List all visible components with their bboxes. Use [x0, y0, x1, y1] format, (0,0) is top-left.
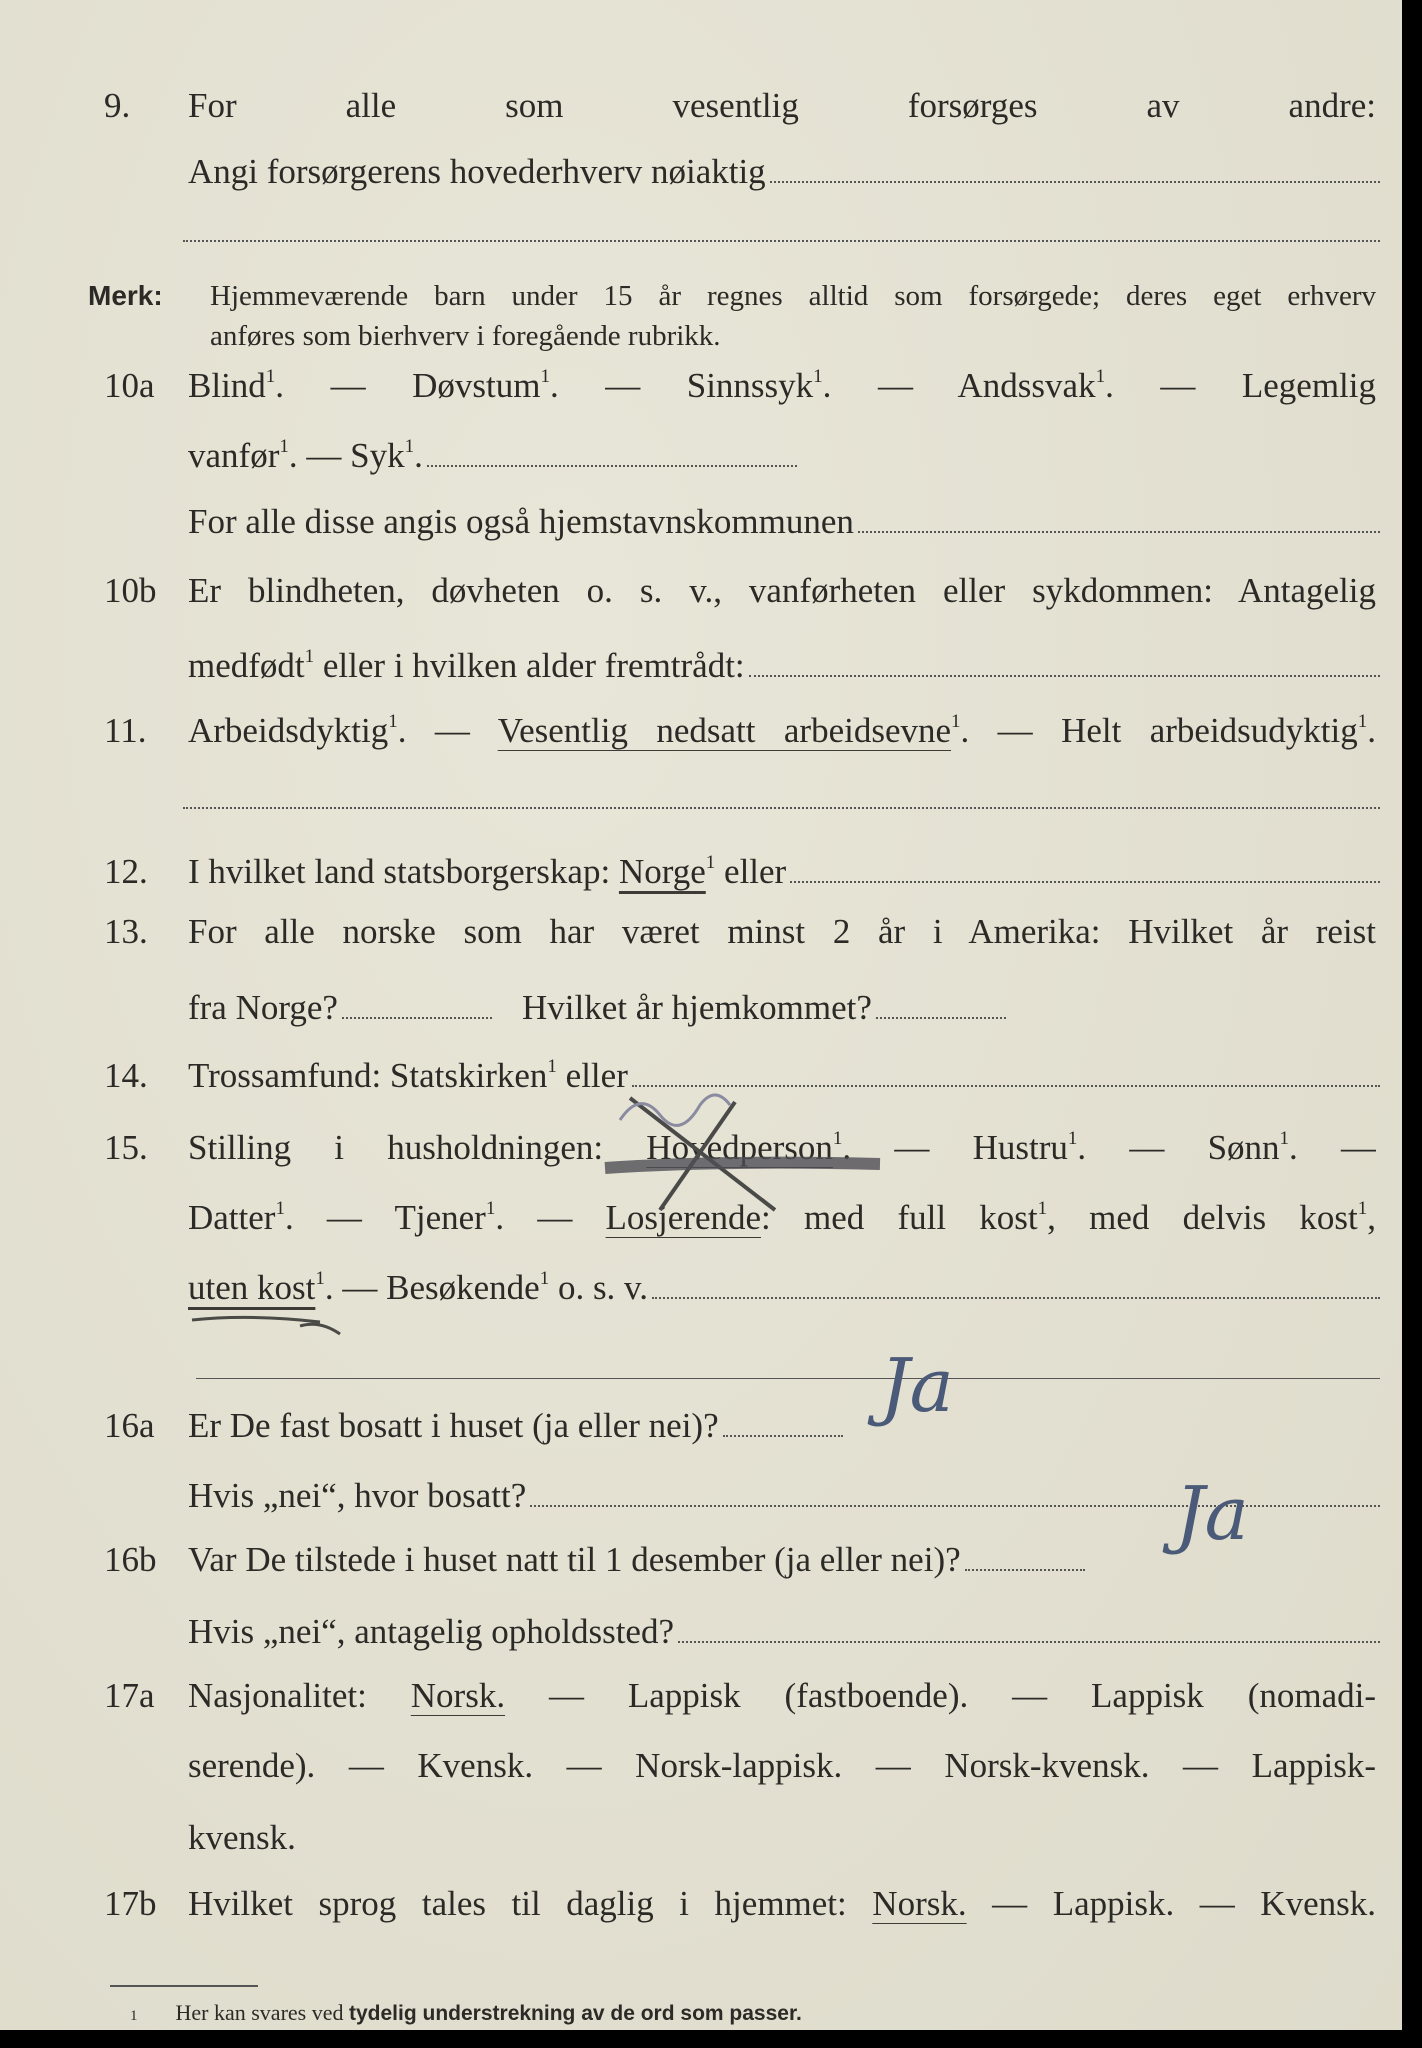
- question-text: eller: [715, 852, 787, 891]
- question-text: — Lappisk (fastboende). — Lappisk (nomadi-: [505, 1676, 1376, 1715]
- dotted-answer-field[interactable]: [678, 1641, 1380, 1643]
- form-line: [0, 705, 1402, 751]
- line-text: [188, 1884, 1376, 1924]
- question-text: . — Sinnssyk: [549, 366, 814, 405]
- footnote: [130, 2000, 802, 2026]
- question-number: 16b: [104, 1540, 157, 1579]
- footnote-bold-text: tydelig understrekning av de ord som passer.: [349, 2002, 802, 2025]
- footnote-ref: 1: [265, 366, 276, 387]
- footnote-ref: 1: [275, 1198, 285, 1219]
- question-text: : med full kost: [761, 1198, 1038, 1237]
- question-text: For alle som vesentlig forsørges av andre:: [188, 86, 1376, 125]
- line-text: [188, 1406, 719, 1446]
- dotted-answer-field[interactable]: [530, 1505, 1380, 1507]
- handwritten-answer: Ja: [880, 1343, 954, 1429]
- question-text: Hvilket år hjemkommet?: [521, 988, 872, 1027]
- footnote-text: Her kan svares ved: [175, 2000, 349, 2025]
- form-line: [0, 1878, 1402, 1924]
- line-text: [188, 502, 854, 542]
- footnote-ref: 1: [539, 1268, 550, 1289]
- merk-label: Merk:: [88, 280, 163, 311]
- question-text: . — Besøkende: [324, 1268, 540, 1307]
- dotted-answer-field[interactable]: [876, 1017, 1006, 1019]
- question-text: Angi forsørgerens hovederhverv nøiaktig: [188, 152, 766, 191]
- question-text: ,: [1367, 1198, 1376, 1237]
- question-text: Hvilket sprog tales til daglig i hjemmet:: [188, 1884, 873, 1923]
- question-text: Datter: [188, 1198, 276, 1237]
- line-text: [188, 912, 1376, 952]
- question-text: . — Helt arbeidsudyktig: [960, 711, 1358, 750]
- footnote-ref: 1: [1357, 1198, 1368, 1219]
- question-text: .: [414, 436, 423, 475]
- form-line: [0, 1670, 1402, 1716]
- form-line: [0, 1740, 1402, 1786]
- question-number: 13.: [104, 912, 148, 951]
- question-number: 12.: [104, 852, 148, 891]
- question-text: Blind: [188, 366, 266, 405]
- dotted-answer-field[interactable]: [183, 240, 1380, 242]
- footnote-mark: 1: [130, 2008, 138, 2024]
- question-text: Arbeidsdyktig: [188, 711, 389, 750]
- dotted-answer-field[interactable]: [196, 1378, 1380, 1379]
- line-text: [188, 1268, 648, 1308]
- form-line: [0, 640, 1402, 686]
- dotted-answer-field[interactable]: [858, 531, 1380, 533]
- footnote-ref: 1: [832, 1128, 843, 1149]
- line-text: [188, 1746, 1376, 1786]
- footnote-ref: 1: [1279, 1128, 1290, 1149]
- question-text: Hjemmeværende barn under 15 år regnes alltid som forsørgede; deres eget erhverv: [210, 280, 1376, 312]
- line-text: [188, 1612, 674, 1652]
- question-number: 17a: [104, 1676, 155, 1715]
- line-text: [188, 1476, 526, 1516]
- question-text: eller i hvilken alder fremtrådt:: [314, 646, 745, 685]
- question-text: . — Døvstum: [275, 366, 541, 405]
- dotted-answer-field[interactable]: [790, 881, 1380, 883]
- form-line: [0, 205, 1402, 251]
- footnote-ref: 1: [540, 366, 550, 387]
- question-number: 11.: [104, 711, 147, 750]
- question-number: 14.: [104, 1056, 148, 1095]
- line-text: [188, 1676, 1376, 1716]
- underlined-answer: Norsk.: [872, 1884, 967, 1923]
- form-line: [0, 565, 1402, 611]
- form-line: [0, 982, 1402, 1028]
- underlined-answer: uten kost: [188, 1268, 316, 1307]
- dotted-answer-field[interactable]: [632, 1085, 1380, 1087]
- dotted-answer-field[interactable]: [342, 1017, 492, 1019]
- dotted-answer-field[interactable]: [749, 675, 1380, 677]
- question-text: Er blindheten, døvheten o. s. v., vanførheten eller sykdommen: Antagelig: [188, 571, 1376, 610]
- question-number: 16a: [104, 1406, 155, 1445]
- question-text: . — Legemlig: [1105, 366, 1376, 405]
- form-line: [0, 430, 1402, 476]
- line-text: [188, 436, 423, 476]
- handwritten-answer: Ja: [1175, 1471, 1249, 1557]
- crossed-out-mark: [600, 1090, 890, 1220]
- underline-stroke: [190, 1312, 370, 1342]
- dotted-answer-field[interactable]: [183, 807, 1380, 809]
- footnote-ref: 1: [1357, 711, 1368, 732]
- question-text: For alle disse angis også hjemstavnskommunen: [188, 502, 854, 541]
- question-text: . — Tjener: [284, 1198, 486, 1237]
- line-text: [188, 1540, 961, 1580]
- question-text: — Lappisk. — Kvensk.: [966, 1884, 1376, 1923]
- question-text: fra Norge?: [188, 988, 338, 1027]
- line-text: [188, 1818, 296, 1858]
- footnote-ref: 1: [279, 436, 289, 457]
- line-text: [188, 711, 1376, 751]
- question-text: Var De tilstede i huset natt til 1 desember (ja eller nei)?: [188, 1540, 961, 1579]
- footnote-ref: 1: [951, 711, 961, 732]
- question-text: , med delvis kost: [1047, 1198, 1358, 1237]
- question-text: kvensk.: [188, 1818, 296, 1857]
- question-text: serende). — Kvensk. — Norsk-lappisk. — Norsk-kvensk. — Lappisk-: [188, 1746, 1376, 1785]
- dotted-answer-field[interactable]: [652, 1297, 1380, 1299]
- question-number: 15.: [104, 1128, 148, 1167]
- underlined-answer: Hovedperson: [646, 1128, 833, 1167]
- footnote-ref: 1: [388, 711, 398, 732]
- question-text: eller: [556, 1056, 628, 1095]
- question-text: . — Hustru: [842, 1128, 1068, 1167]
- dotted-answer-field[interactable]: [770, 181, 1380, 183]
- question-text: . — Syk: [288, 436, 405, 475]
- form-line: [0, 906, 1402, 952]
- question-text: Stilling i husholdningen:: [188, 1128, 647, 1167]
- form-line: [0, 1262, 1402, 1308]
- question-text: Hvis „nei“, hvor bosatt?: [188, 1476, 527, 1515]
- form-line: [0, 1343, 1402, 1446]
- footnote-ref: 1: [1095, 366, 1106, 387]
- footnote-ref: 1: [315, 1268, 325, 1289]
- question-text: .: [1367, 711, 1376, 750]
- question-text: . —: [495, 1198, 606, 1237]
- footnote-ref: 1: [813, 366, 823, 387]
- line-text: [188, 152, 766, 192]
- question-number: 9.: [104, 86, 131, 125]
- question-text: Er De fast bosatt i huset (ja eller nei)?: [188, 1406, 719, 1445]
- question-number: 17b: [104, 1884, 157, 1923]
- question-number: 10b: [104, 571, 157, 610]
- line-text: [522, 988, 872, 1028]
- footnote-ref: 1: [485, 1198, 496, 1219]
- form-line: [0, 310, 1402, 356]
- footnote-ref: 1: [705, 852, 716, 873]
- line-text: [188, 988, 338, 1028]
- dotted-answer-field[interactable]: [965, 1569, 1085, 1571]
- question-text: Hvis „nei“, antagelig opholdssted?: [188, 1612, 674, 1651]
- question-text: . —: [1289, 1128, 1376, 1167]
- underlined-answer: Norsk.: [410, 1676, 506, 1715]
- line-text: [210, 316, 721, 356]
- line-text: [188, 852, 786, 892]
- footnote-ref: 1: [547, 1056, 557, 1077]
- dotted-answer-field[interactable]: [427, 465, 797, 467]
- line-text: [188, 366, 1376, 406]
- question-text: Nasjonalitet:: [188, 1676, 411, 1715]
- form-line: [0, 846, 1402, 892]
- question-text: o. s. v.: [549, 1268, 649, 1307]
- dotted-answer-field[interactable]: [723, 1435, 843, 1437]
- line-text: [188, 86, 1376, 126]
- question-text: anføres som bierhverv i foregående rubrikk.: [210, 320, 721, 352]
- question-text: . —: [397, 711, 498, 750]
- footnote-ref: 1: [1067, 1128, 1078, 1149]
- footnote-ref: 1: [404, 436, 415, 457]
- line-text: [188, 646, 745, 686]
- question-text: . — Andssvak: [822, 366, 1096, 405]
- question-number: 10a: [104, 366, 155, 405]
- form-line: [0, 1606, 1402, 1652]
- form-line: [0, 1342, 1402, 1388]
- form-line: [0, 496, 1402, 542]
- question-text: For alle norske som har været minst 2 år i Amerika: Hvilket år reist: [188, 912, 1376, 951]
- footnote-ref: 1: [304, 646, 315, 667]
- line-text: [188, 1056, 628, 1096]
- line-text: [188, 571, 1376, 611]
- question-text: Trossamfund: Statskirken: [188, 1056, 548, 1095]
- form-line: [0, 146, 1402, 192]
- form-line: [0, 360, 1402, 406]
- question-text: vanfør: [188, 436, 280, 475]
- question-text: . — Sønn: [1077, 1128, 1280, 1167]
- question-text: I hvilket land statsborgerskap:: [188, 852, 619, 891]
- footnote-ref: 1: [1037, 1198, 1048, 1219]
- underlined-answer: Norge: [618, 852, 706, 891]
- footnote-rule: [110, 1985, 258, 1987]
- underlined-answer: Losjerende: [605, 1198, 762, 1237]
- form-line: [0, 1812, 1402, 1858]
- form-line: [0, 772, 1402, 818]
- form-line: [0, 80, 1402, 126]
- question-text: medfødt: [188, 646, 305, 685]
- underlined-answer: Vesentlig nedsatt arbeidsevne: [497, 711, 952, 750]
